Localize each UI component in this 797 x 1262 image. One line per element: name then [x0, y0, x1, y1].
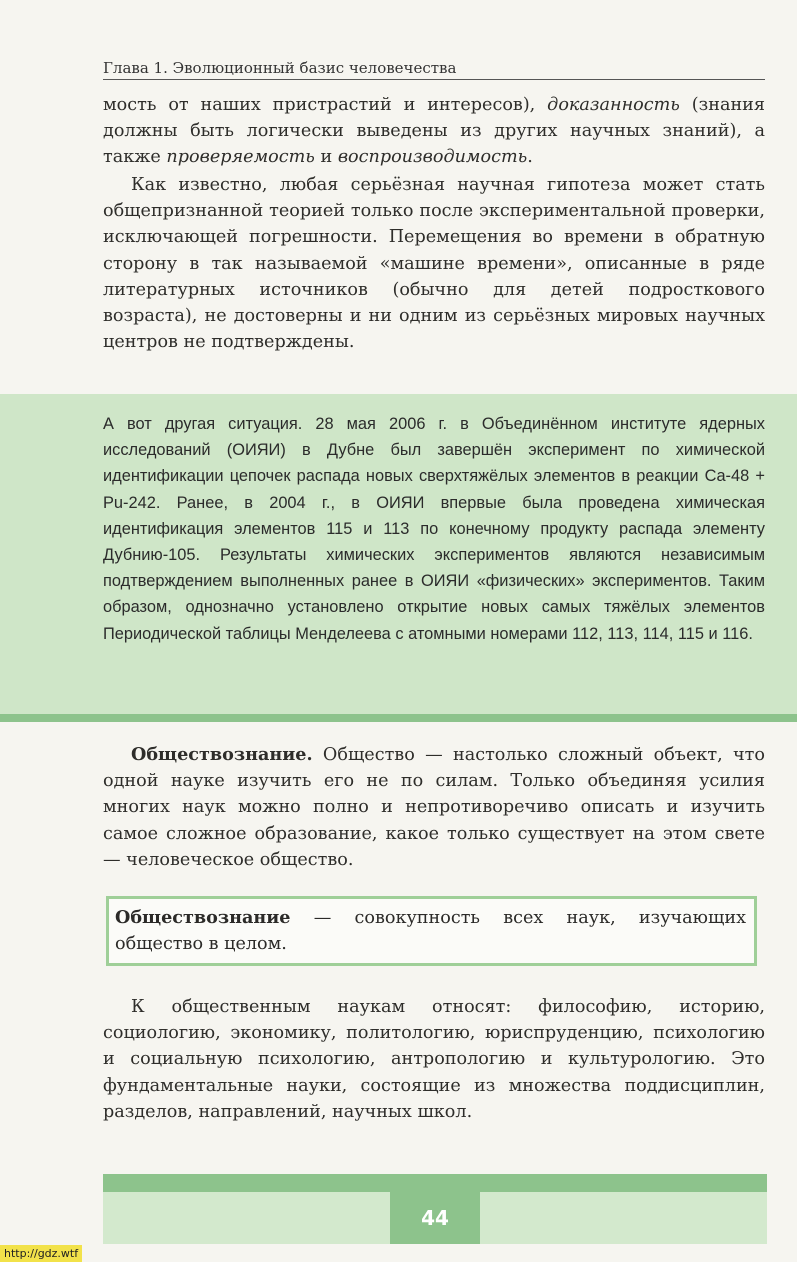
definition-text: — совокупность всех наук, изучающих общество в целом. [115, 908, 746, 955]
paragraph-social-science [103, 742, 765, 873]
green-divider [0, 714, 797, 722]
page-number: 44 [390, 1192, 480, 1244]
paragraph-properties-text-2: (знания должны быть логически выведены из других научных знаний), а также [103, 95, 765, 168]
definition-term: Обществознание [115, 907, 291, 928]
social-sciences-list-text: К общественным наукам относят: философию, историю, социологию, экономику, политологию, юриспруденцию, психологию и социальную психологию, антропологию и культурологию. Это фундаментальные науки, состоящие из множества поддисциплин, разделов, направлений, научных школ. [103, 997, 765, 1122]
social-science-term: Обществознание. [131, 744, 313, 765]
footer-bar [103, 1174, 767, 1192]
dubna-experiment-box [103, 411, 765, 647]
paragraph-time-machine-text: Как известно, любая серьёзная научная гипотеза может стать общепризнанной теорией только после экспериментальной проверки, исключающей погрешности. Перемещения во времени в обратную сторону в так называемой «машине времени», описанные в ряде литературных источников (обычно для детей подросткового возраста), не достоверны и ни одним из серьёзных мировых научных центров не подтверждены. [103, 175, 765, 353]
paragraph-properties-text-1: мость от наших пристрастий и интересов), [103, 95, 548, 115]
watermark-link[interactable]: http://gdz.wtf [0, 1245, 82, 1262]
term-verifiability: проверяемость [166, 147, 315, 168]
paragraph-properties [103, 92, 765, 171]
dubna-experiment-text: А вот другая ситуация. 28 мая 2006 г. в Объединённом институте ядерных исследований (ОИЯИ) в Дубне был завершён эксперимент по химической идентификации цепочек распада новых сверхтяжёлых элементов в реакции Ca-48 + Pu-242. Ранее, в 2004 г., в ОИЯИ впервые была проведена химическая идентификация элементов 115 и 113 по конечному продукту распада элементу Дубнию-105. Результаты химических экспериментов являются независимым подтверждением выполненных ранее в ОИЯИ «физических» экспериментов. Таким образом, однозначно установлено открытие новых самых тяжёлых элементов Периодической таблицы Менделеева с атомными номерами 112, 113, 114, 115 и 116. [103, 415, 765, 643]
definition-box [106, 896, 757, 966]
term-provenness: доказанность [547, 95, 680, 115]
term-reproducibility: воспроизводимость [337, 147, 528, 168]
paragraph-social-sciences-list [103, 994, 765, 1125]
social-science-text: Общество — настолько сложный объект, что одной науке изучить его не по силам. Только объединяя усилия многих наук можно полно и непротиворечиво описать и изучить самое сложное образование, какое только существует на этом свете — человеческое общество. [103, 745, 765, 870]
chapter-header: Глава 1. Эволюционный базис человечества [103, 58, 765, 80]
paragraph-properties-text-4: . [527, 147, 533, 168]
paragraph-time-machine [103, 172, 765, 355]
paragraph-properties-text-3: и [314, 147, 338, 168]
